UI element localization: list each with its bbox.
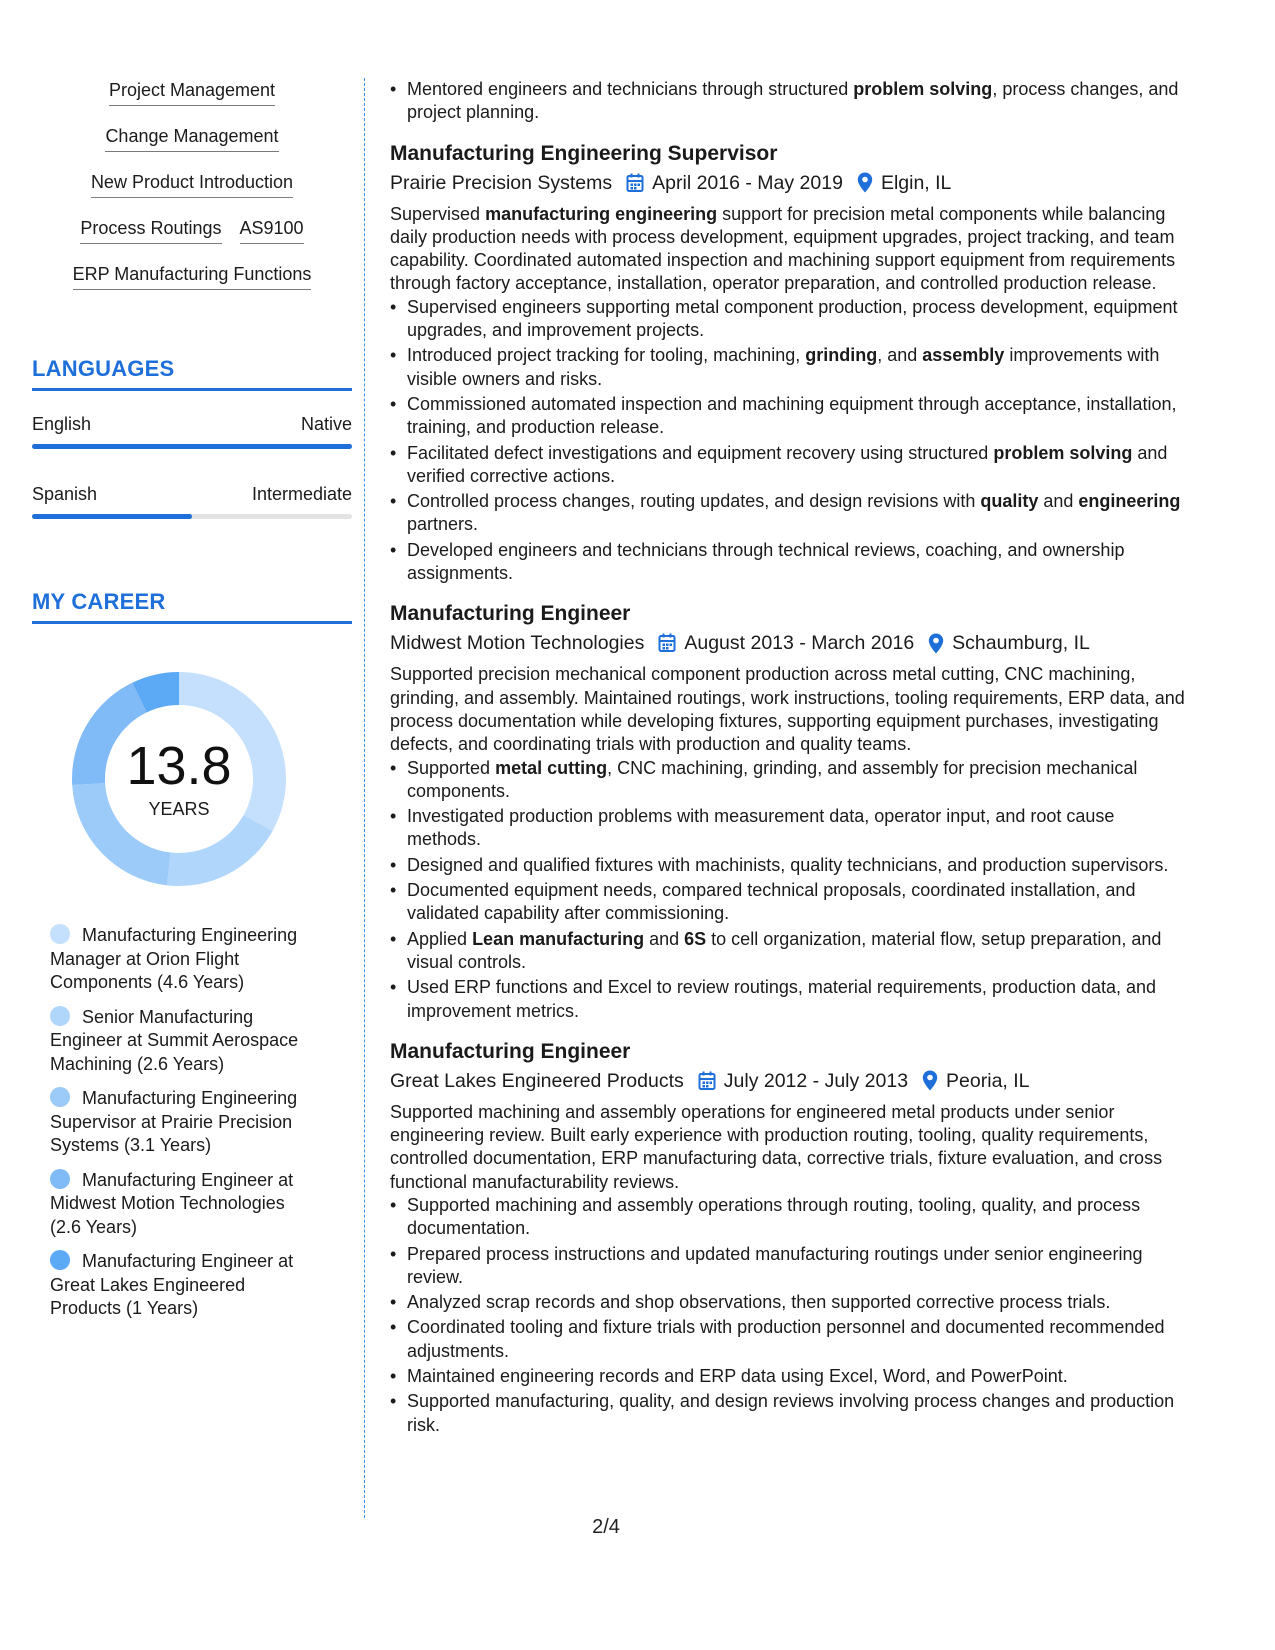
career-total-value: 13.8	[126, 736, 232, 796]
skill-row	[91, 170, 293, 198]
language-name: English	[32, 414, 92, 434]
sidebar	[32, 78, 352, 1332]
skill-tag: AS9100	[240, 216, 304, 244]
bullet-item: • Supported machining and assembly operations through routing, tooling, quality, and process documentation.	[390, 1194, 1190, 1241]
career-legend	[32, 924, 352, 1321]
job-title: Manufacturing Engineer	[390, 602, 631, 626]
experience-column	[390, 78, 1190, 1439]
legend-swatch	[50, 1087, 70, 1107]
job-location: Peoria, IL	[946, 1069, 1030, 1092]
skill-tag: Project Management	[109, 78, 275, 106]
skill-row	[105, 124, 278, 152]
language-proficiency-fill	[32, 514, 192, 519]
bullet-item: • Controlled process changes, routing updates, and design revisions with quality and engineering partners.	[390, 490, 1190, 537]
skill-tag: Change Management	[105, 124, 278, 152]
language-proficiency-bar	[32, 444, 352, 449]
job-entry	[390, 599, 1190, 1022]
job-dates: April 2016 - May 2019	[652, 171, 843, 194]
job-summary: Supervised manufacturing engineering support for precision metal components while balancing daily production needs with process development, equipment upgrades, project tracking, and team capability. Coordinated automated inspection and machining support equipment from requirements through factory acceptance, installation, operator preparation, and controlled production release.	[390, 203, 1176, 294]
page-number: 2/4	[592, 1516, 620, 1538]
language-item	[32, 483, 352, 519]
job-dates: July 2012 - July 2013	[723, 1069, 909, 1092]
job-entry	[390, 139, 1190, 586]
job-summary: Supported machining and assembly operations for engineered metal products under senior engineering review. Built early experience with production routing, tooling, quality requirements, controlled documentation, ERP manufacturing data, corrective trials, fixture evaluation, and cross functional manufacturability reviews.	[390, 1101, 1163, 1192]
career-total	[64, 664, 294, 894]
bullet-item: • Documented equipment needs, compared technical proposals, coordinated installation, and validated capability after commissioning.	[390, 879, 1190, 926]
bullet-item: • Commissioned automated inspection and machining equipment through acceptance, installation, training, and production release.	[390, 393, 1190, 440]
bullet-item: • Analyzed scrap records and shop observations, then supported corrective process trials.	[390, 1291, 1190, 1314]
location-pin-icon	[922, 1070, 938, 1091]
language-name: Spanish	[32, 484, 98, 504]
career-donut-chart	[64, 664, 294, 894]
job-summary: Supported precision mechanical component production across metal cutting, CNC machining, grinding, and assembly. Maintained routings, work instructions, tooling requirements, ERP data, and process documentation while developing fixtures, supporting equipment purchases, investigating defects, and coordinating trials with production and quality teams.	[390, 664, 1185, 755]
bullet-item: • Coordinated tooling and fixture trials with production personnel and documented recommended adjustments.	[390, 1316, 1190, 1363]
bullet-item: • Developed engineers and technicians through technical reviews, coaching, and ownership assignments.	[390, 539, 1190, 586]
bullet-item: • Designed and qualified fixtures with machinists, quality technicians, and production supervisors.	[390, 854, 1190, 877]
column-divider	[364, 78, 365, 1518]
job-bullets	[390, 757, 1190, 1023]
career-legend-label: Manufacturing Engineer at Midwest Motion Technologies (2.6 Years)	[50, 1169, 294, 1237]
bullet-item: • Used ERP functions and Excel to review routings, material requirements, production data, and improvement metrics.	[390, 976, 1190, 1023]
language-proficiency-fill	[32, 444, 352, 449]
language-level: Intermediate	[251, 484, 352, 504]
career-legend-item	[50, 1169, 310, 1240]
job-meta	[390, 1067, 1190, 1095]
bullet-item: • Applied Lean manufacturing and 6S to cell organization, material flow, setup preparation, and visual controls.	[390, 928, 1190, 975]
skill-row	[73, 262, 312, 290]
job-list	[390, 139, 1190, 1437]
bullet-item: • Introduced project tracking for tooling, machining, grinding, and assembly improvements with visible owners and risks.	[390, 344, 1190, 391]
career-legend-item	[50, 1250, 310, 1321]
bullet-item: • Investigated production problems with measurement data, operator input, and root cause methods.	[390, 805, 1190, 852]
career-legend-label: Manufacturing Engineering Supervisor at Prairie Precision Systems (3.1 Years)	[50, 1088, 298, 1155]
skills-list	[32, 78, 352, 308]
skill-row	[80, 216, 303, 244]
bullet-item: • Supported manufacturing, quality, and design reviews involving process changes and production risk.	[390, 1390, 1190, 1437]
career-legend-item	[50, 924, 310, 995]
skill-tag: ERP Manufacturing Functions	[73, 262, 312, 290]
bullet-item: • Prepared process instructions and updated manufacturing routings under senior engineering review.	[390, 1243, 1190, 1290]
calendar-icon	[626, 173, 644, 193]
career-legend-label: Manufacturing Engineering Manager at Orion Flight Components (4.6 Years)	[50, 925, 298, 992]
career-legend-label: Manufacturing Engineer at Great Lakes Engineered Products (1 Years)	[50, 1251, 294, 1318]
previous-job-bullets	[390, 78, 1190, 125]
bullet-item: • Supported metal cutting, CNC machining, grinding, and assembly for precision mechanical components.	[390, 757, 1190, 804]
job-bullets	[390, 1194, 1190, 1437]
language-item	[32, 413, 352, 449]
job-bullets	[390, 296, 1190, 586]
job-location: Elgin, IL	[880, 171, 952, 194]
job-location: Schaumburg, IL	[952, 632, 1090, 655]
skill-tag: Process Routings	[80, 216, 221, 244]
language-level: Native	[300, 414, 352, 434]
calendar-icon	[658, 633, 676, 653]
career-legend-item	[50, 1006, 310, 1077]
career-heading: MY CAREER	[32, 589, 352, 624]
company-name: Great Lakes Engineered Products	[390, 1069, 684, 1092]
legend-swatch	[50, 924, 70, 944]
skill-row	[109, 78, 275, 106]
career-legend-item	[50, 1087, 310, 1158]
skill-tag: New Product Introduction	[91, 170, 293, 198]
job-title: Manufacturing Engineer	[390, 1039, 631, 1063]
bullet-item: • Facilitated defect investigations and equipment recovery using structured problem solving and verified corrective actions.	[390, 442, 1190, 489]
job-entry	[390, 1037, 1190, 1437]
job-dates: August 2013 - March 2016	[684, 632, 915, 655]
legend-swatch	[50, 1169, 70, 1189]
career-total-unit: YEARS	[148, 799, 210, 819]
bullet-item: • Supervised engineers supporting metal component production, process development, equipment upgrades, and improvement projects.	[390, 296, 1190, 343]
job-meta	[390, 169, 1190, 197]
bullet-item: • Mentored engineers and technicians through structured problem solving, process changes, and project planning.	[390, 78, 1190, 125]
calendar-icon	[698, 1071, 716, 1091]
company-name: Midwest Motion Technologies	[390, 632, 645, 655]
languages-heading: LANGUAGES	[32, 356, 352, 391]
job-title: Manufacturing Engineering Supervisor	[390, 141, 778, 165]
job-meta	[390, 629, 1190, 657]
legend-swatch	[50, 1250, 70, 1270]
legend-swatch	[50, 1006, 70, 1026]
language-proficiency-bar	[32, 514, 352, 519]
career-legend-label: Senior Manufacturing Engineer at Summit Aerospace Machining (2.6 Years)	[50, 1006, 299, 1074]
location-pin-icon	[857, 172, 873, 193]
company-name: Prairie Precision Systems	[390, 171, 613, 194]
location-pin-icon	[928, 633, 944, 654]
bullet-item: • Maintained engineering records and ERP data using Excel, Word, and PowerPoint.	[390, 1365, 1190, 1388]
